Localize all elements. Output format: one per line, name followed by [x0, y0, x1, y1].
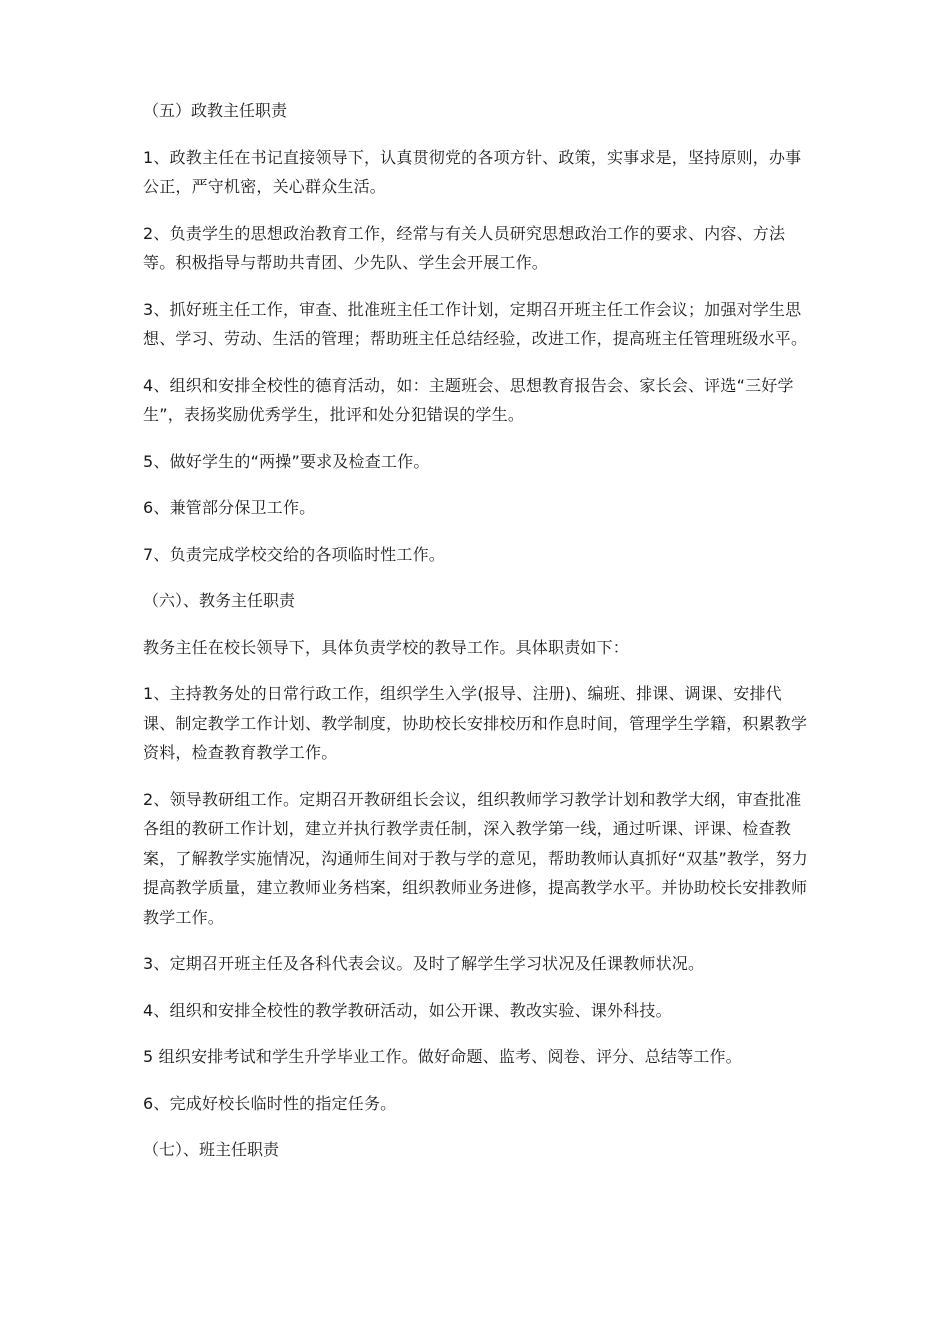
paragraph: 1、主持教务处的日常行政工作，组织学生入学(报导、注册)、编班、排课、调课、安排代课、制定教学工作计划、教学制度，协助校长安排校历和作息时间，管理学生学籍，积累教学资料，检查教育教学工作。 [143, 684, 808, 762]
paragraph: 6、兼管部分保卫工作。 [143, 498, 316, 517]
paragraph: 5 组织安排考试和学生升学毕业工作。做好命题、监考、阅卷、评分、总结等工作。 [143, 1047, 742, 1066]
paragraph: 3、定期召开班主任及各科代表会议。及时了解学生学习状况及任课教师状况。 [143, 954, 705, 973]
paragraph: 4、组织和安排全校性的教学教研活动，如公开课、教改实验、课外科技。 [143, 1000, 672, 1020]
section-heading-five: （五）政教主任职责 [143, 101, 288, 120]
paragraph: 7、负责完成学校交给的各项临时性工作。 [143, 544, 445, 564]
paragraph: 2、领导教研组工作。定期召开教研组长会议，组织教师学习教学计划和教学大纲，审查批准各组的教研工作计划，建立并执行教学责任制，深入教学第一线，通过听课、评课、检查教案，了解教学实施情况，沟通师生间对于教与学的意见，帮助教师认真抓好“双基”教学，努力提高教学质量，建立教师业务档案，组织教师业务进修，提高教学水平。并协助校长安排教师教学工作。 [143, 789, 808, 927]
paragraph: 3、抓好班主任工作，审查、批准班主任工作计划，定期召开班主任工作会议；加强对学生思想、学习、劳动、生活的管理；帮助班主任总结经验，改进工作，提高班主任管理班级水平。 [143, 299, 808, 348]
section-heading-seven: （七）、班主任职责 [143, 1140, 280, 1159]
document-body [143, 96, 811, 1182]
paragraph: 教务主任在校长领导下，具体负责学校的教导工作。具体职责如下： [143, 637, 630, 657]
section-heading-six: （六）、教务主任职责 [143, 591, 296, 610]
paragraph: 4、组织和安排全校性的德育活动，如：主题班会、思想教育报告会、家长会、评选“三好学生”，表扬奖励优秀学生，批评和处分犯错误的学生。 [143, 375, 794, 424]
paragraph: 6、完成好校长临时性的指定任务。 [143, 1093, 397, 1113]
paragraph: 1、政教主任在书记直接领导下，认真贯彻党的各项方针、政策，实事求是，坚持原则，办事公正，严守机密，关心群众生活。 [143, 147, 802, 196]
paragraph: 5、做好学生的“两操”要求及检查工作。 [143, 451, 430, 471]
paragraph: 2、负责学生的思想政治教育工作，经常与有关人员研究思想政治工作的要求、内容、方法等。积极指导与帮助共青团、少先队、学生会开展工作。 [143, 223, 786, 272]
